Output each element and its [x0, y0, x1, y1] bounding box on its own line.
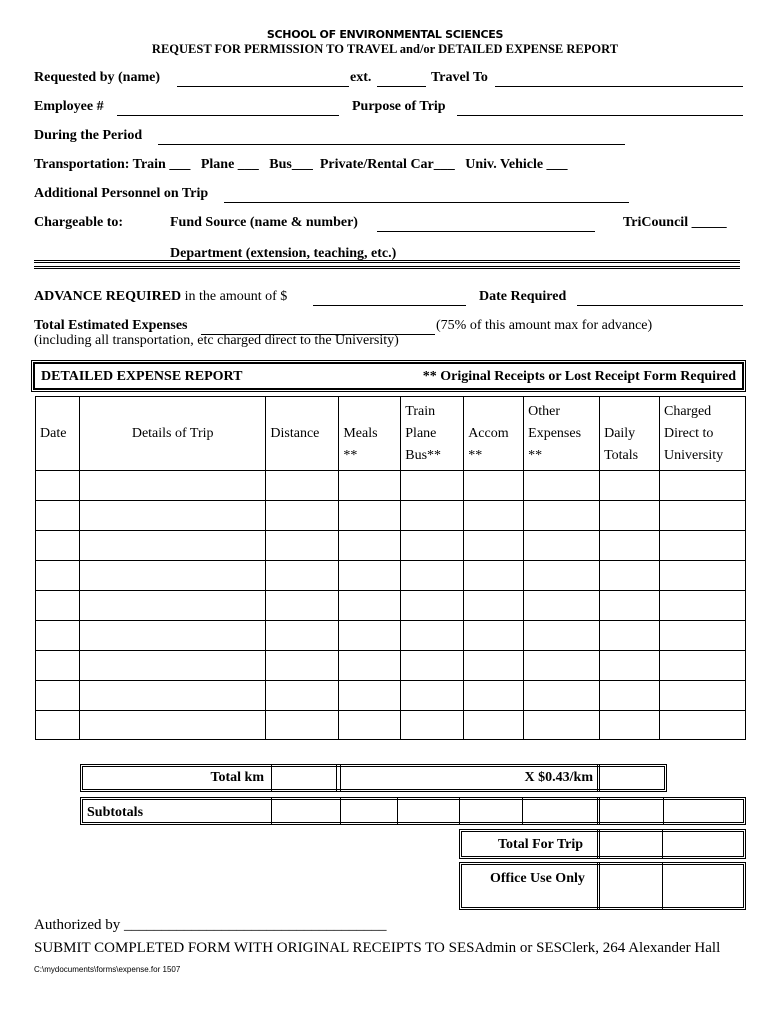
table-cell[interactable] [266, 711, 339, 740]
table-cell[interactable] [266, 531, 339, 561]
col-charged-header: Charged Direct to University [660, 397, 746, 471]
period-label: During the Period [34, 128, 143, 143]
date-required-field[interactable] [577, 305, 743, 306]
table-cell[interactable] [266, 561, 339, 591]
fund-source-field[interactable] [377, 231, 595, 232]
table-cell[interactable] [401, 561, 464, 591]
total-km-label: Total km [210, 770, 264, 785]
table-cell[interactable] [401, 711, 464, 740]
table-cell[interactable] [339, 591, 401, 621]
table-cell[interactable] [600, 501, 660, 531]
table-cell[interactable] [464, 561, 524, 591]
table-cell[interactable] [266, 501, 339, 531]
total-estimated-label: Total Estimated Expenses [34, 318, 188, 333]
table-cell[interactable] [401, 651, 464, 681]
mileage-amount[interactable] [597, 764, 667, 792]
table-cell[interactable] [339, 711, 401, 740]
table-cell[interactable] [464, 471, 524, 501]
col-accom-header: Accom ** [464, 397, 524, 471]
table-cell[interactable] [660, 591, 746, 621]
table-cell[interactable] [524, 471, 600, 501]
table-cell[interactable] [464, 651, 524, 681]
table-cell[interactable] [401, 471, 464, 501]
additional-personnel-field[interactable] [224, 202, 629, 203]
table-cell[interactable] [524, 501, 600, 531]
subtotal-divider [271, 797, 272, 825]
table-cell[interactable] [36, 681, 80, 711]
table-cell[interactable] [401, 531, 464, 561]
table-cell[interactable] [79, 711, 265, 740]
table-cell[interactable] [524, 621, 600, 651]
table-cell[interactable] [36, 501, 80, 531]
table-cell[interactable] [660, 501, 746, 531]
table-row [36, 711, 746, 740]
period-field[interactable] [158, 144, 625, 145]
subtotals-label: Subtotals [87, 805, 144, 820]
table-cell[interactable] [266, 471, 339, 501]
table-cell[interactable] [266, 591, 339, 621]
table-cell[interactable] [600, 591, 660, 621]
date-required-label: Date Required [479, 289, 567, 304]
total-for-trip-charged[interactable] [663, 829, 746, 859]
table-cell[interactable] [600, 531, 660, 561]
table-cell[interactable] [339, 681, 401, 711]
table-cell[interactable] [36, 591, 80, 621]
subtotal-divider [397, 797, 398, 825]
table-cell[interactable] [524, 591, 600, 621]
table-cell[interactable] [339, 531, 401, 561]
table-cell[interactable] [266, 651, 339, 681]
table-cell[interactable] [36, 471, 80, 501]
receipts-note: ** Original Receipts or Lost Receipt Form Required [422, 369, 736, 384]
table-cell[interactable] [401, 621, 464, 651]
rate-cell [340, 764, 597, 792]
subtotal-divider [340, 797, 341, 825]
table-cell[interactable] [79, 591, 265, 621]
chargeable-label: Chargeable to: [34, 215, 124, 230]
table-cell[interactable] [464, 621, 524, 651]
table-cell[interactable] [464, 681, 524, 711]
table-cell[interactable] [36, 531, 80, 561]
including-note: (including all transportation, etc charged direct to the University) [34, 333, 399, 348]
table-cell[interactable] [600, 561, 660, 591]
table-cell[interactable] [524, 561, 600, 591]
table-cell[interactable] [79, 501, 265, 531]
col-date-header: Date [36, 397, 80, 471]
travel-to-label: Travel To [431, 70, 488, 85]
ext-field[interactable] [377, 86, 426, 87]
table-cell[interactable] [36, 561, 80, 591]
table-cell[interactable] [79, 471, 265, 501]
table-cell[interactable] [600, 471, 660, 501]
col-details-header: Details of Trip [79, 397, 265, 471]
table-cell[interactable] [36, 621, 80, 651]
table-cell[interactable] [79, 651, 265, 681]
table-cell[interactable] [339, 561, 401, 591]
authorized-by[interactable]: Authorized by ___________________________________ [34, 917, 387, 933]
table-cell[interactable] [660, 651, 746, 681]
col-daily-header: Daily Totals [600, 397, 660, 471]
table-cell[interactable] [339, 621, 401, 651]
table-cell[interactable] [524, 711, 600, 740]
advance-required-label [34, 289, 287, 305]
table-row [36, 561, 746, 591]
subtotal-divider [663, 797, 664, 825]
table-cell[interactable] [36, 651, 80, 681]
office-use-label: Office Use Only [490, 871, 585, 886]
rate-label: X $0.43/km [524, 770, 593, 785]
total-km-value[interactable] [271, 764, 337, 792]
travel-to-field[interactable] [495, 86, 743, 87]
advance-rest: in the amount of $ [181, 289, 288, 304]
table-cell[interactable] [524, 531, 600, 561]
table-cell[interactable] [600, 651, 660, 681]
form-title: REQUEST FOR PERMISSION TO TRAVEL and/or DETAILED EXPENSE REPORT [151, 42, 619, 56]
table-cell[interactable] [660, 681, 746, 711]
table-cell[interactable] [79, 561, 265, 591]
table-cell[interactable] [600, 621, 660, 651]
table-cell[interactable] [36, 711, 80, 740]
requested-by-label: Requested by (name) [34, 70, 160, 85]
table-cell[interactable] [401, 591, 464, 621]
table-cell[interactable] [660, 531, 746, 561]
tricouncil-field[interactable]: TriCouncil _____ [623, 215, 727, 230]
table-cell[interactable] [660, 471, 746, 501]
section-divider [34, 260, 740, 269]
table-cell[interactable] [464, 501, 524, 531]
table-cell[interactable] [660, 621, 746, 651]
submit-instructions: SUBMIT COMPLETED FORM WITH ORIGINAL RECEIPTS TO SESAdmin or SESClerk, 264 Alexander Hall [34, 940, 721, 956]
table-cell[interactable] [339, 501, 401, 531]
transportation-options[interactable]: Transportation: Train ___ Plane ___ Bus___ Private/Rental Car___ Univ. Vehicle ___ [34, 157, 568, 172]
subtotal-divider [522, 797, 523, 825]
expense-table [35, 396, 746, 740]
table-cell[interactable] [660, 711, 746, 740]
school-name: SCHOOL OF ENVIRONMENTAL SCIENCES [266, 28, 504, 41]
table-cell[interactable] [79, 681, 265, 711]
office-use-daily[interactable] [597, 862, 663, 910]
col-distance-header: Distance [266, 397, 339, 471]
total-km-label-cell [80, 764, 268, 792]
table-row [36, 471, 746, 501]
table-cell[interactable] [600, 681, 660, 711]
table-cell[interactable] [266, 621, 339, 651]
expense-table-header-row [36, 397, 746, 471]
col-transport-header: Train Plane Bus** [401, 397, 464, 471]
table-row [36, 651, 746, 681]
table-cell[interactable] [464, 591, 524, 621]
requested-by-field[interactable] [177, 86, 349, 87]
table-row [36, 531, 746, 561]
table-cell[interactable] [79, 621, 265, 651]
detailed-report-header [33, 362, 744, 390]
additional-personnel-label: Additional Personnel on Trip [34, 186, 209, 201]
col-meals-header: Meals ** [339, 397, 401, 471]
table-row [36, 501, 746, 531]
table-cell[interactable] [600, 711, 660, 740]
subtotal-divider [597, 797, 600, 825]
table-cell[interactable] [464, 531, 524, 561]
table-cell[interactable] [660, 561, 746, 591]
table-cell[interactable] [339, 651, 401, 681]
table-cell[interactable] [401, 501, 464, 531]
col-other-header: Other Expenses ** [524, 397, 600, 471]
purpose-field[interactable] [457, 115, 743, 116]
fund-source-label: Fund Source (name & number) [170, 215, 358, 230]
table-row [36, 621, 746, 651]
purpose-label: Purpose of Trip [352, 99, 446, 114]
subtotals-row [80, 797, 746, 825]
advance-bold: ADVANCE REQUIRED [34, 289, 182, 304]
detailed-report-title: DETAILED EXPENSE REPORT [41, 369, 243, 384]
table-cell[interactable] [79, 531, 265, 561]
total-for-trip-daily[interactable] [597, 829, 663, 859]
ext-label: ext. [350, 70, 372, 85]
subtotal-divider [459, 797, 460, 825]
table-cell[interactable] [266, 681, 339, 711]
file-path: C:\mydocuments\forms\expense.for 1507 [34, 965, 181, 974]
department-label: Department (extension, teaching, etc.) [170, 246, 397, 261]
table-cell[interactable] [464, 711, 524, 740]
employee-label: Employee # [34, 99, 104, 114]
employee-field[interactable] [117, 115, 339, 116]
table-row [36, 681, 746, 711]
table-cell[interactable] [339, 471, 401, 501]
table-cell[interactable] [401, 681, 464, 711]
advance-amount-field[interactable] [313, 305, 466, 306]
percent-note: (75% of this amount max for advance) [436, 318, 653, 333]
table-cell[interactable] [524, 681, 600, 711]
total-for-trip-label: Total For Trip [498, 837, 584, 852]
table-cell[interactable] [524, 651, 600, 681]
table-row [36, 591, 746, 621]
